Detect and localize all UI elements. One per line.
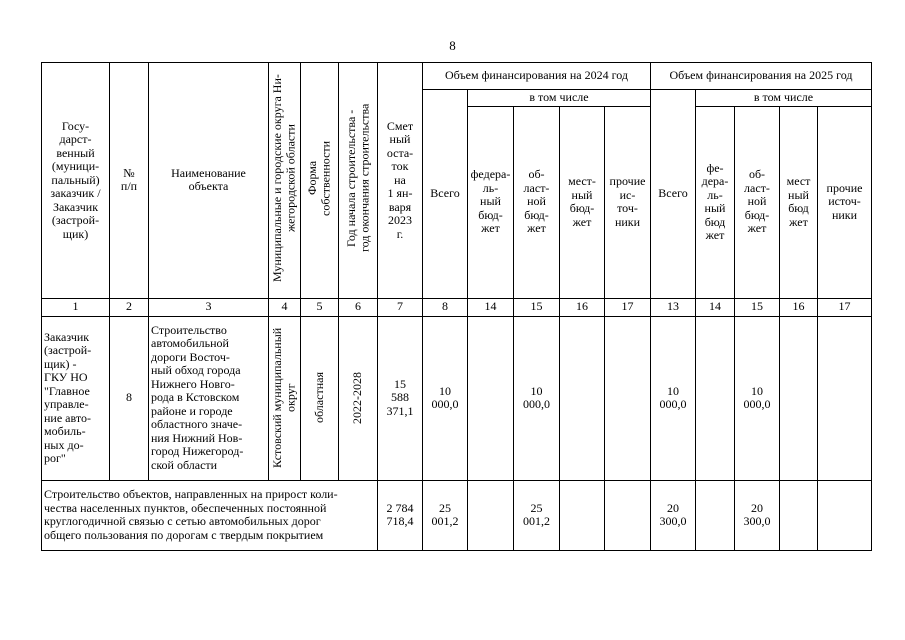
row-local-2024 (560, 316, 605, 480)
summary-other-2025 (818, 480, 872, 550)
header-ownership-text: Форма собственности (305, 140, 333, 216)
summary-label: Строительство объектов, направленных на прирост коли- чества населенных пунктов, обеспеченных постоянной круглогодичной связью с сетью автомобильных дорог общего пользования по дорогам с твердым покрытием (42, 480, 378, 550)
row-total-2024: 10 000,0 (423, 316, 468, 480)
row-regional-2025: 10 000,0 (735, 316, 780, 480)
column-number: 3 (149, 298, 269, 316)
column-number: 14 (468, 298, 514, 316)
column-number: 2 (110, 298, 149, 316)
header-including-2025: в том числе (696, 90, 872, 107)
header-other-2025: прочие источ- ники (818, 106, 872, 298)
header-total-2024: Всего (423, 90, 468, 299)
summary-federal-2024 (468, 480, 514, 550)
row-federal-2024 (468, 316, 514, 480)
summary-estimate: 2 784 718,4 (378, 480, 423, 550)
row-customer: Заказчик (застрой- щик) - ГКУ НО "Главное управле- ние авто- мобиль- ных до- рог" (42, 316, 110, 480)
header-estimate: Смет ный оста- ток на 1 ян- варя 2023 г. (378, 63, 423, 299)
page-number: 8 (449, 38, 456, 53)
column-number: 8 (423, 298, 468, 316)
row-other-2025 (818, 316, 872, 480)
column-number: 15 (514, 298, 560, 316)
column-number: 5 (301, 298, 339, 316)
header-ownership (301, 63, 339, 299)
column-number: 16 (560, 298, 605, 316)
header-fin-2025: Объем финансирования на 2025 год (651, 63, 872, 90)
row-municipality (269, 316, 301, 480)
summary-local-2024 (560, 480, 605, 550)
header-years (339, 63, 378, 299)
summary-other-2024 (605, 480, 651, 550)
summary-regional-2024: 25 001,2 (514, 480, 560, 550)
column-number: 7 (378, 298, 423, 316)
row-total-2025: 10 000,0 (651, 316, 696, 480)
header-number: № п/п (110, 63, 149, 299)
column-number-row (42, 298, 872, 316)
header-years-text: Год начала строительства - год окончания строительства (343, 103, 371, 253)
column-number: 6 (339, 298, 378, 316)
header-regional-2024: об- ласт- ной бюд- жет (514, 106, 560, 298)
summary-total-2024: 25 001,2 (423, 480, 468, 550)
row-federal-2025 (696, 316, 735, 480)
header-municipality (269, 63, 301, 299)
column-number: 15 (735, 298, 780, 316)
column-number: 17 (605, 298, 651, 316)
row-estimate: 15 588 371,1 (378, 316, 423, 480)
row-number: 8 (110, 316, 149, 480)
row-years-text: 2022-2028 (350, 372, 365, 424)
header-federal-2025: фе- дера- ль- ный бюд жет (696, 106, 735, 298)
financing-table (41, 62, 872, 551)
row-regional-2024: 10 000,0 (514, 316, 560, 480)
header-local-2024: мест- ный бюд- жет (560, 106, 605, 298)
column-number: 17 (818, 298, 872, 316)
header-fin-2024: Объем финансирования на 2024 год (423, 63, 651, 90)
column-number: 13 (651, 298, 696, 316)
summary-row (42, 480, 872, 550)
header-including-2024: в том числе (468, 90, 651, 107)
row-municipality-text: Кстовский муниципальный округ (270, 327, 298, 469)
header-municipality-text: Муниципальные и городские округа Ни- жегородской области (270, 74, 298, 282)
column-number: 14 (696, 298, 735, 316)
header-total-2025: Всего (651, 90, 696, 299)
summary-federal-2025 (696, 480, 735, 550)
row-ownership (301, 316, 339, 480)
header-object-name: Наименование объекта (149, 63, 269, 299)
summary-total-2025: 20 300,0 (651, 480, 696, 550)
header-regional-2025: об- ласт- ной бюд- жет (735, 106, 780, 298)
header-federal-2024: федера- ль- ный бюд- жет (468, 106, 514, 298)
header-customer: Госу- дарст- венный (муници- пальный) заказчик / Заказчик (застрой- щик) (42, 63, 110, 299)
column-number: 4 (269, 298, 301, 316)
row-object-name: Строительство автомобильной дороги Восточ- ный обход города Нижнего Новго- рода в Кстовском районе и городе областного значе- ния Нижний Нов- город Нижегород- ской области (149, 316, 269, 480)
row-local-2025 (780, 316, 818, 480)
column-number: 1 (42, 298, 110, 316)
row-years (339, 316, 378, 480)
column-number: 16 (780, 298, 818, 316)
row-ownership-text: областная (311, 372, 326, 424)
summary-regional-2025: 20 300,0 (735, 480, 780, 550)
row-other-2024 (605, 316, 651, 480)
header-local-2025: мест ный бюд жет (780, 106, 818, 298)
header-other-2024: прочие ис- точ- ники (605, 106, 651, 298)
table-row (42, 316, 872, 480)
summary-local-2025 (780, 480, 818, 550)
